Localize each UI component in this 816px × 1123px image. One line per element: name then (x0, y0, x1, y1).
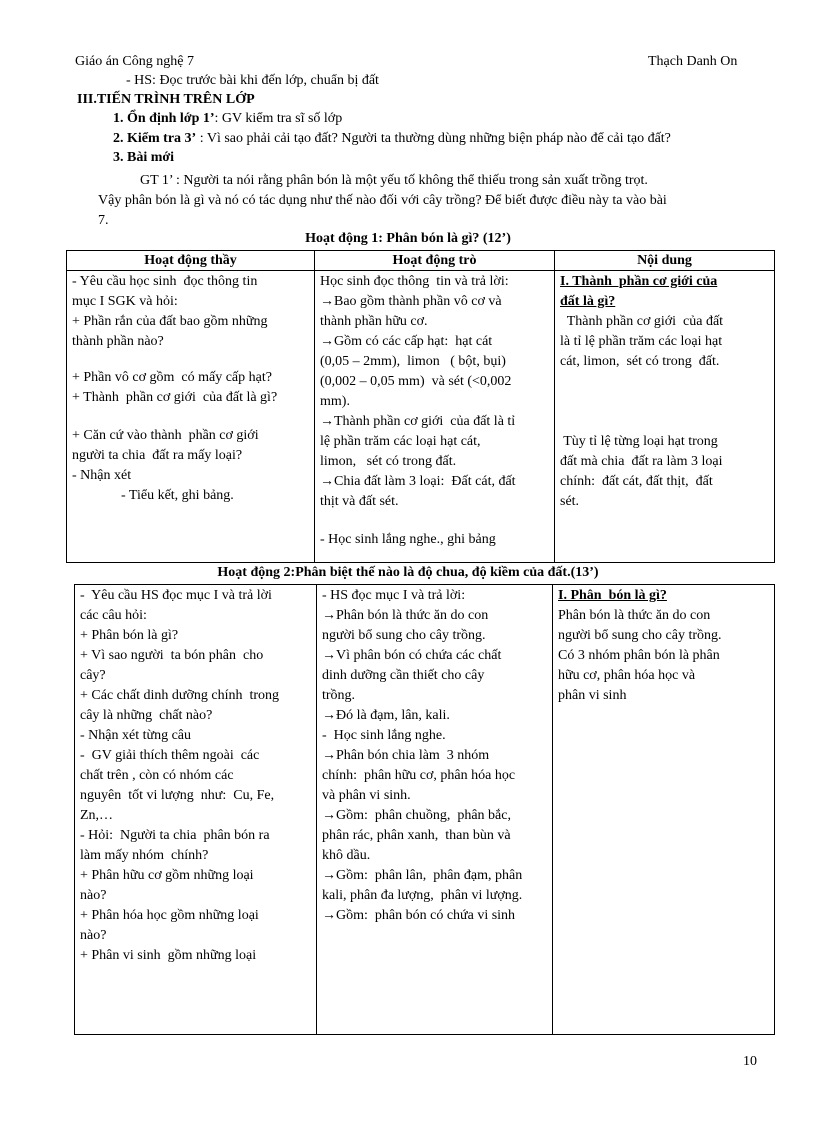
text-line: phân vi sinh (558, 688, 627, 703)
text-line (560, 390, 769, 410)
text-line: là tỉ lệ phần trăm các loại hạt (560, 334, 723, 349)
text-line: chính: phân hữu cơ, phân hóa học (322, 768, 516, 783)
text-line: dinh dưỡng cần thiết cho cây (322, 668, 485, 683)
activity-1-table (66, 250, 775, 563)
text-line: - Yêu cầu HS đọc mục I và trả lời (80, 588, 272, 603)
text-line: khô dầu. (322, 848, 371, 863)
text-line: + Vì sao người ta bón phân cho (80, 648, 264, 663)
column-header-teacher: Hoạt động thầy (67, 251, 315, 271)
text-line: chính: đất cát, đất thịt, đất (560, 474, 713, 489)
text-line: →Phân bón chia làm 3 nhóm (322, 748, 490, 763)
text-line: sét. (560, 494, 580, 509)
text-line: + Căn cứ vào thành phần cơ giới (72, 428, 259, 443)
text-line: →Gồm có các cấp hạt: hạt cát (320, 334, 493, 349)
text-line: hữu cơ, phân hóa học và (558, 668, 696, 683)
activity-2-content-cell (553, 585, 775, 1035)
text-line (72, 352, 309, 368)
text-line: người ta chia đất ra mấy loại? (72, 448, 243, 463)
text-line: thịt và đất sét. (320, 494, 399, 509)
text-line: thành phần hữu cơ. (320, 314, 428, 329)
text-line: + Các chất dinh dưỡng chính trong (80, 688, 280, 703)
text-line (72, 408, 309, 426)
preparation-line: - HS: Đọc trước bài khi đến lớp, chuẩn bị đất (126, 73, 379, 88)
text-line: thành phần nào? (72, 334, 164, 349)
step-2 (113, 131, 671, 147)
intro-line-3: 7. (98, 213, 109, 228)
column-header-content: Nội dung (555, 251, 775, 271)
text-line: (0,05 – 2mm), limon ( bột, bụi) (320, 354, 506, 369)
step-1 (113, 111, 342, 127)
text-line: - Học sinh lắng nghe. (322, 728, 446, 743)
text-line: - Học sinh lắng nghe., ghi bảng (320, 532, 496, 547)
text-line: (0,002 – 0,05 mm) và sét (<0,002 (320, 374, 512, 389)
content-heading: I. Phân bón là gì? (558, 588, 667, 603)
text-line: và phân vi sinh. (322, 788, 411, 803)
step-2-text: : Vì sao phải cải tạo đất? Người ta thường dùng những biện pháp nào để cải tạo đất? (196, 131, 671, 146)
activity-1-title: Hoạt động 1: Phân bón là gì? (12’) (305, 231, 511, 246)
text-line: cát, limon, sét có trong đất. (560, 354, 720, 369)
text-line: người bổ sung cho cây trồng. (558, 628, 722, 643)
text-line: nào? (80, 888, 107, 903)
text-line: làm mấy nhóm chính? (80, 848, 209, 863)
text-line: + Thành phần cơ giới của đất là gì? (72, 390, 278, 405)
activity-1-teacher-cell (67, 271, 315, 563)
text-line: cây? (80, 668, 106, 683)
step-3-label: 3. Bài mới (113, 150, 175, 165)
text-line: lệ phần trăm các loại hạt cát, (320, 434, 481, 449)
step-1-text: : GV kiểm tra sĩ số lớp (214, 111, 343, 126)
text-line: nguyên tốt vi lượng như: Cu, Fe, (80, 788, 275, 803)
text-line: →Phân bón là thức ăn do con (322, 608, 489, 623)
text-line: - Tiểu kết, ghi bảng. (72, 488, 234, 503)
text-line: →Bao gồm thành phần vô cơ và (320, 294, 502, 309)
text-line: →Chia đất làm 3 loại: Đất cát, đất (320, 474, 516, 489)
column-header-student: Hoạt động trò (315, 251, 555, 271)
text-line: + Phân bón là gì? (80, 628, 179, 643)
intro-line-2: Vậy phân bón là gì và nó có tác dụng như thế nào đối với cây trồng? Để biết được điều này ta vào bài (98, 193, 667, 208)
text-line: kali, phân đa lượng, phân vi lượng. (322, 888, 523, 903)
activity-1-student-cell (315, 271, 555, 563)
text-line: mục I SGK và hỏi: (72, 294, 178, 309)
step-1-label: 1. Ổn định lớp 1’ (113, 111, 215, 126)
text-line: - Yêu cầu học sinh đọc thông tin (72, 274, 258, 289)
text-line: phân rác, phân xanh, than bùn và (322, 828, 511, 843)
step-2-label: 2. Kiểm tra 3’ (113, 131, 197, 146)
activity-2-title: Hoạt động 2:Phân biệt thế nào là độ chua, độ kiềm của đất.(13’) (217, 565, 599, 580)
page-number: 10 (743, 1054, 757, 1069)
text-line: Phân bón là thức ăn do con (558, 608, 711, 623)
text-line: - HS đọc mục I và trả lời: (322, 588, 466, 603)
text-line: limon, sét có trong đất. (320, 454, 457, 469)
text-line: + Phân hữu cơ gồm những loại (80, 868, 254, 883)
activity-2-table (74, 584, 775, 1035)
text-line: Zn,… (80, 808, 114, 823)
text-line: →Thành phần cơ giới của đất là tỉ (320, 414, 516, 429)
text-line: + Phân hóa học gồm những loại (80, 908, 259, 923)
text-line (560, 372, 769, 390)
text-line: + Phân vi sinh gồm những loại (80, 948, 257, 963)
text-line (560, 410, 769, 430)
text-line: Thành phần cơ giới của đất (560, 314, 724, 329)
text-line: mm). (320, 394, 350, 409)
text-line: Có 3 nhóm phân bón là phân (558, 648, 720, 663)
text-line: →Gồm: phân lân, phân đạm, phân (322, 868, 523, 883)
text-line: Tùy tỉ lệ từng loại hạt trong (560, 434, 718, 449)
text-line: + Phần vô cơ gồm có mấy cấp hạt? (72, 370, 272, 385)
text-line: - Nhận xét (72, 468, 132, 483)
text-line: →Gồm: phân bón có chứa vi sinh (322, 908, 516, 923)
activity-1-content-cell (555, 271, 775, 563)
text-line: - Nhận xét từng câu (80, 728, 191, 743)
content-heading: I. Thành phần cơ giới của (560, 274, 718, 289)
activity-2-teacher-cell (75, 585, 317, 1035)
text-line: Học sinh đọc thông tin và trả lời: (320, 274, 509, 289)
text-line: đất mà chia đất ra làm 3 loại (560, 454, 723, 469)
content-heading: đất là gì? (560, 294, 616, 309)
text-line: →Gồm: phân chuồng, phân bắc, (322, 808, 511, 823)
text-line: - GV giải thích thêm ngoài các (80, 748, 260, 763)
text-line: trồng. (322, 688, 356, 703)
text-line: →Vì phân bón có chứa các chất (322, 648, 502, 663)
intro-line-1: GT 1’ : Người ta nói rằng phân bón là một yếu tố không thể thiếu trong sản xuất trồng trọt. (140, 173, 648, 188)
text-line: nào? (80, 928, 107, 943)
section-title: III.TIẾN TRÌNH TRÊN LỚP (77, 92, 255, 107)
text-line: + Phần rắn của đất bao gồm những (72, 314, 268, 329)
document-header-left: Giáo án Công nghệ 7 (75, 54, 194, 69)
text-line: cây là những chất nào? (80, 708, 213, 723)
document-header-right: Thạch Danh On (648, 54, 738, 69)
text-line (320, 512, 549, 530)
text-line: người bổ sung cho cây trồng. (322, 628, 486, 643)
text-line: chất trên , còn có nhóm các (80, 768, 234, 783)
activity-2-student-cell (317, 585, 553, 1035)
text-line: - Hỏi: Người ta chia phân bón ra (80, 828, 270, 843)
text-line: các câu hỏi: (80, 608, 147, 623)
text-line: →Đó là đạm, lân, kali. (322, 708, 450, 723)
